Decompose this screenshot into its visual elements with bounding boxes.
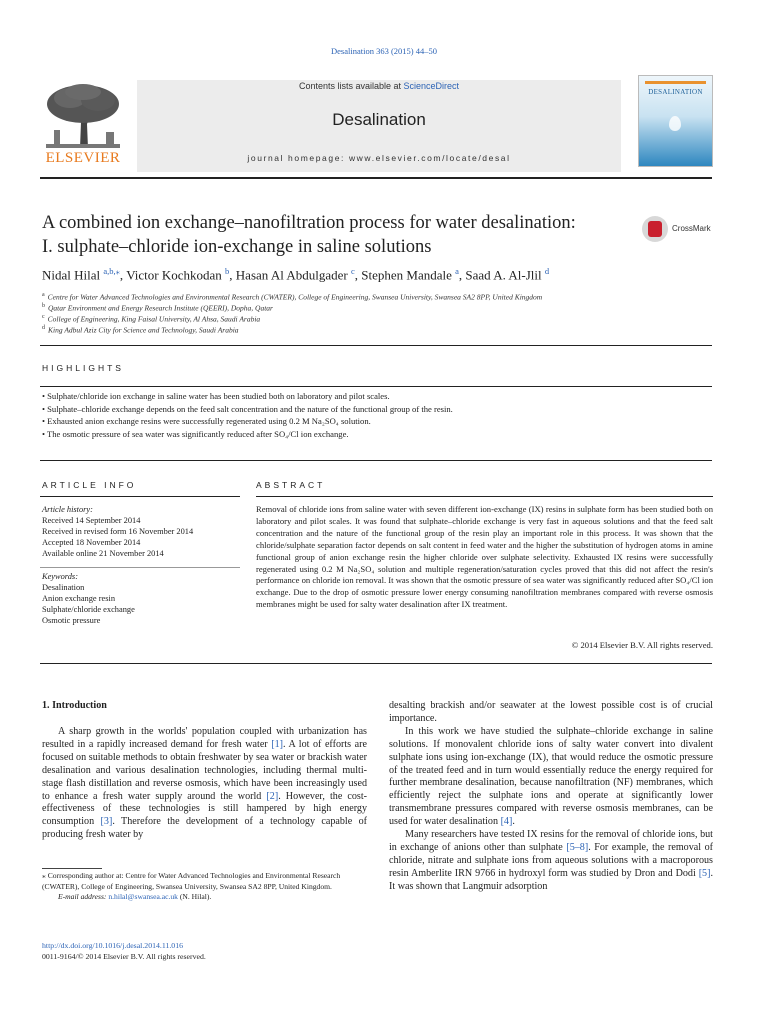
- author-name[interactable]: Victor Kochkodan: [126, 267, 222, 283]
- citation-link[interactable]: [4]: [500, 816, 513, 828]
- citation-link[interactable]: [5–8]: [566, 841, 589, 853]
- author-affil-ref[interactable]: a: [455, 266, 459, 276]
- article-info-heading: ARTICLE INFO: [42, 480, 137, 490]
- highlights-rule: [40, 386, 712, 387]
- keyword[interactable]: Desalination: [42, 583, 85, 592]
- cover-accent-bar: [645, 81, 706, 84]
- affiliation: $^d$ King Adbul Aziz City for Science and Technology, Saudi Arabia: [42, 325, 239, 335]
- sciencedirect-link[interactable]: ScienceDirect: [403, 81, 460, 91]
- footnote-email: E-mail address: n.hilal@swansea.ac.uk (N. Hilal).: [58, 892, 212, 901]
- history-item: Available online 21 November 2014: [42, 549, 164, 558]
- footnote-text: ⁎ Corresponding author at: Centre for Water Advanced Technologies and Environmental Research (CWATER), College of Engineering, Swansea University, Swansea SA2 8PP, United Kingdom.: [42, 871, 341, 891]
- body-paragraph: In this work we have studied the sulphate–chloride exchange in saline solutions. If monovalent chloride ions of salty water convert into divalent sulphate ions using ion-exchange (IX), that would reduce the osmotic pressure of the treated feed and in turn would essentially reduce the energy required for further membrane desalination, because nanofiltration (NF) membranes, which efficiently reject the sulphate ions and operate at significantly lower transmembrane pressures compared with reverse osmosis membranes, can be used for water desalination [4].: [389, 725, 713, 828]
- author-list: Nidal Hilal $^{a,b,⁎}$, Victor Kochkodan $^b$, Hasan Al Abdulgader $^c$, Stephen Mandale $^a$, Saad A. Al-Jlil $^d$: [42, 266, 550, 283]
- abstract-text: Removal of chloride ions from saline water with seven different ion-exchange (IX) resins in sulphate form has been studied both on laboratory and pilot scales. It was found that sulphate–chloride exchange is very fast in aqueous solutions and that the feed salt concentration and the nature of the functional group of the resin play an important role in this process. It was shown that the chloride/sulphate separation factor depends on salt content in feed water and the higher the substitution of hydrogen atoms in amine functional group of anion exchange resin the higher chloride over sulphate selectivity. Exhausted IX resins were successfully regenerated using 0.2 M Na₂SO₄ solution and multiple regeneration/saturation cycles proved that this did not affect the resin's performance on chloride ion removal. It was shown that the osmotic pressure of sea water was significantly reduced after SO₄/Cl ion exchange. Due to the drop of osmotic pressure lower energy consuming nanofiltration membranes compared with reverse osmosis membranes might be used for salty water desalination after IX treatment.: [256, 504, 713, 610]
- affiliation: $^b$ Qatar Environment and Energy Research Institute (QEERI), Dopha, Qatar: [42, 303, 273, 313]
- citation-link[interactable]: [3]: [100, 816, 113, 828]
- body-paragraph: Many researchers have tested IX resins for the removal of chloride ions, but in exchange of anions other than sulphate [5–8]. For example, the removal of chloride, nitrate and sulphate ions from aqueous solutions with a macroporous resin Amberlite IRN 9766 in hydroxyl form was studied by Dron and Dodi [5]. It was shown that Langmuir adsorption: [389, 829, 714, 892]
- title-line-1: A combined ion exchange–nanofiltration process for water desalination:: [42, 213, 576, 233]
- journal-title: Desalination: [332, 110, 426, 129]
- citation-link[interactable]: [1]: [271, 738, 283, 750]
- author-affil-ref[interactable]: c: [350, 266, 355, 276]
- article-title: [42, 211, 642, 259]
- section-heading-introduction: 1. Introduction: [42, 700, 107, 711]
- cover-title: DESALINATION: [648, 88, 703, 96]
- author-affil-ref[interactable]: d: [544, 266, 550, 276]
- journal-homepage[interactable]: journal homepage: www.elsevier.com/locate/desal: [247, 153, 511, 163]
- body-column-right: [389, 700, 713, 894]
- journal-reference[interactable]: Desalination 363 (2015) 44–50: [331, 46, 437, 56]
- highlights-heading: HIGHLIGHTS: [42, 363, 124, 373]
- abstract-copyright: © 2014 Elsevier B.V. All rights reserved.: [571, 640, 713, 650]
- affiliation: $^a$ Centre for Water Advanced Technologies and Environmental Research (CWATER), College of Engineering, Swansea University, Swansea SA2 8PP, United Kingdom: [42, 292, 543, 302]
- doi-block: [42, 940, 206, 962]
- body-paragraph: A sharp growth in the worlds' population coupled with urbanization has resulted in a rapidly increased demand for fresh water [1]. A lot of efforts are focused on suitable methods to obtain freshwater by sea water or brackish water desalination and various desalination technologies, including thermal multi-stage flash distillation and reverse osmosis, which have been increasingly used to enhance a fresh water supply around the world [2]. However, the cost-effectiveness of these technologies is still hampered by high energy consumption [3]. Therefore the development of a technology capable of producing fresh water by: [42, 726, 367, 841]
- keywords-rule: [40, 567, 240, 568]
- history-item: Received in revised form 16 November 2014: [42, 527, 194, 536]
- author-name[interactable]: Hasan Al Abdulgader: [235, 267, 348, 283]
- citation-link[interactable]: [2]: [266, 790, 279, 802]
- abstract-heading: ABSTRACT: [256, 480, 326, 490]
- title-line-2: I. sulphate–chloride ion-exchange in saline solutions: [42, 237, 432, 257]
- header-rule: [40, 177, 712, 179]
- author-name[interactable]: Stephen Mandale: [361, 267, 452, 283]
- abstract-rule: [256, 496, 713, 497]
- author-affil-ref[interactable]: a,b,⁎: [103, 266, 120, 276]
- article-info-rule: [40, 496, 240, 497]
- corresponding-author-footnote: [42, 871, 367, 903]
- citation-link[interactable]: [5]: [698, 867, 711, 879]
- history-label: Article history:: [42, 505, 93, 514]
- crossmark-label: CrossMark: [672, 224, 711, 233]
- section-rule: [40, 663, 712, 664]
- highlight-item: • Exhausted anion exchange resins were successfully regenerated using 0.2 M Na₂SO₄ solution.: [42, 416, 371, 426]
- keyword[interactable]: Anion exchange resin: [42, 594, 116, 603]
- keywords-label: Keywords:: [42, 572, 78, 581]
- elsevier-wordmark: ELSEVIER: [45, 150, 121, 166]
- water-drop-icon: [669, 116, 681, 131]
- section-rule: [40, 460, 712, 461]
- email-link[interactable]: n.hilal@swansea.ac.uk: [108, 892, 178, 901]
- keyword[interactable]: Sulphate/chloride exchange: [42, 605, 135, 614]
- contents-prefix: Contents lists available at: [298, 81, 404, 91]
- highlight-item: • The osmotic pressure of sea water was significantly reduced after SO₄/Cl ion exchange.: [42, 429, 349, 439]
- highlight-item: • Sulphate–chloride exchange depends on the feed salt concentration and the nature of the functional group of the resin.: [42, 404, 453, 414]
- history-item: Received 14 September 2014: [42, 516, 141, 525]
- doi-link[interactable]: http://dx.doi.org/10.1016/j.desal.2014.11.016: [42, 941, 183, 950]
- author-name[interactable]: Saad A. Al-Jlil: [465, 267, 542, 283]
- body-column-left: [42, 726, 367, 842]
- crossmark-badge[interactable]: [642, 216, 712, 244]
- author-affil-ref[interactable]: b: [225, 266, 230, 276]
- footnote-rule: [42, 868, 102, 869]
- history-item: Accepted 18 November 2014: [42, 538, 141, 547]
- highlight-item: • Sulphate/chloride ion exchange in saline water has been studied both on laboratory and pilot scales.: [42, 391, 390, 401]
- issn-line: 0011-9164/© 2014 Elsevier B.V. All rights reserved.: [42, 952, 206, 961]
- affiliation: $^c$ College of Engineering, King Faisal University, Al Ahsa, Saudi Arabia: [42, 314, 261, 324]
- body-paragraph: desalting brackish and/or seawater at the lowest possible cost is of crucial importance.: [389, 700, 713, 724]
- crossmark-icon: [642, 216, 668, 242]
- author-name[interactable]: Nidal Hilal: [42, 267, 101, 283]
- section-rule: [40, 345, 712, 346]
- keyword[interactable]: Osmotic pressure: [42, 616, 101, 625]
- journal-cover-thumbnail: [638, 75, 713, 167]
- contents-line: [137, 81, 621, 91]
